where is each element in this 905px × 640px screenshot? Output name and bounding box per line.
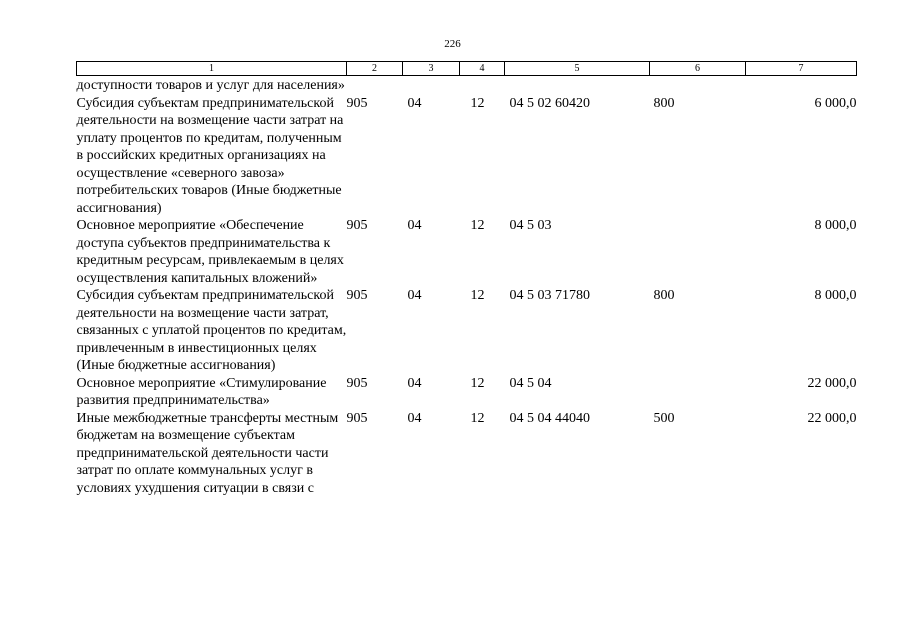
row-ministry: 905 (346, 288, 368, 303)
table-row (77, 375, 857, 410)
row-section: 04 (407, 218, 422, 233)
row-ministry: 905 (346, 218, 368, 233)
header-col-7: 7 (746, 62, 857, 76)
row-expense-type (650, 76, 746, 95)
row-name: Субсидия субъектам предпринимательской деятельности на возмещение части затрат на уплату процентов по кредитам, полученным в российских кредитных организациях на осуществление «северного завоза» потребительских товаров (Иные бюджетные ассигнования) (76, 95, 344, 216)
row-expense-type (650, 217, 746, 287)
row-target-article (505, 76, 650, 95)
table-row (77, 217, 857, 287)
row-target-article: 04 5 02 60420 (509, 95, 590, 111)
row-amount: 22 000,0 (807, 410, 857, 426)
row-amount: 8 000,0 (814, 218, 857, 233)
row-subsection: 12 (470, 410, 485, 426)
row-expense-type: 500 (653, 410, 675, 426)
row-section (403, 76, 460, 95)
header-col-3: 3 (403, 62, 460, 76)
header-col-1: 1 (77, 62, 347, 76)
row-target-article: 04 5 04 (509, 375, 552, 391)
row-section: 04 (407, 410, 422, 426)
row-section: 04 (407, 288, 422, 303)
row-section: 04 (407, 95, 422, 111)
header-col-2: 2 (347, 62, 403, 76)
row-name: Основное мероприятие «Обеспечение доступа субъектов предпринимательства к кредитным ресурсам, привлекаемым в целях осуществления капитальных вложений» (76, 218, 344, 286)
row-name: Субсидия субъектам предпринимательской деятельности на возмещение части затрат, связанных с уплатой процентов по кредитам, привлеченным в инвестиционных целях (Иные бюджетные ассигнования) (76, 288, 347, 373)
row-name: доступности товаров и услуг для населения» (76, 78, 345, 93)
row-amount: 8 000,0 (814, 288, 857, 303)
table-row (77, 95, 857, 218)
budget-table (76, 61, 857, 497)
row-amount: 22 000,0 (807, 375, 857, 391)
table-row (77, 287, 857, 375)
table-row (77, 76, 857, 95)
table-row (77, 410, 857, 498)
row-name: Основное мероприятие «Стимулирование развития предпринимательства» (76, 375, 327, 408)
header-col-4: 4 (460, 62, 505, 76)
row-ministry: 905 (346, 375, 368, 391)
page-number: 226 (444, 38, 461, 50)
row-name: Иные межбюджетные трансферты местным бюджетам на возмещение субъектам предпринимательской деятельности части затрат по оплате коммунальных услуг в условиях ухудшения ситуации в связи с (76, 410, 339, 496)
row-expense-type (650, 375, 746, 410)
row-amount (746, 76, 857, 95)
row-ministry: 905 (346, 410, 368, 426)
row-subsection: 12 (470, 218, 485, 233)
row-subsection: 12 (470, 288, 485, 303)
header-row (77, 62, 857, 76)
header-col-5: 5 (505, 62, 650, 76)
row-subsection (460, 76, 505, 95)
row-subsection: 12 (470, 375, 485, 391)
row-section: 04 (407, 375, 422, 391)
row-ministry: 905 (346, 95, 368, 111)
row-ministry (347, 76, 403, 95)
row-expense-type: 800 (653, 95, 675, 111)
row-subsection: 12 (470, 95, 485, 111)
row-amount: 6 000,0 (814, 95, 857, 111)
row-target-article: 04 5 04 44040 (509, 410, 590, 426)
row-target-article: 04 5 03 71780 (509, 288, 590, 303)
header-col-6: 6 (650, 62, 746, 76)
row-target-article: 04 5 03 (509, 218, 552, 233)
row-expense-type: 800 (653, 288, 675, 303)
